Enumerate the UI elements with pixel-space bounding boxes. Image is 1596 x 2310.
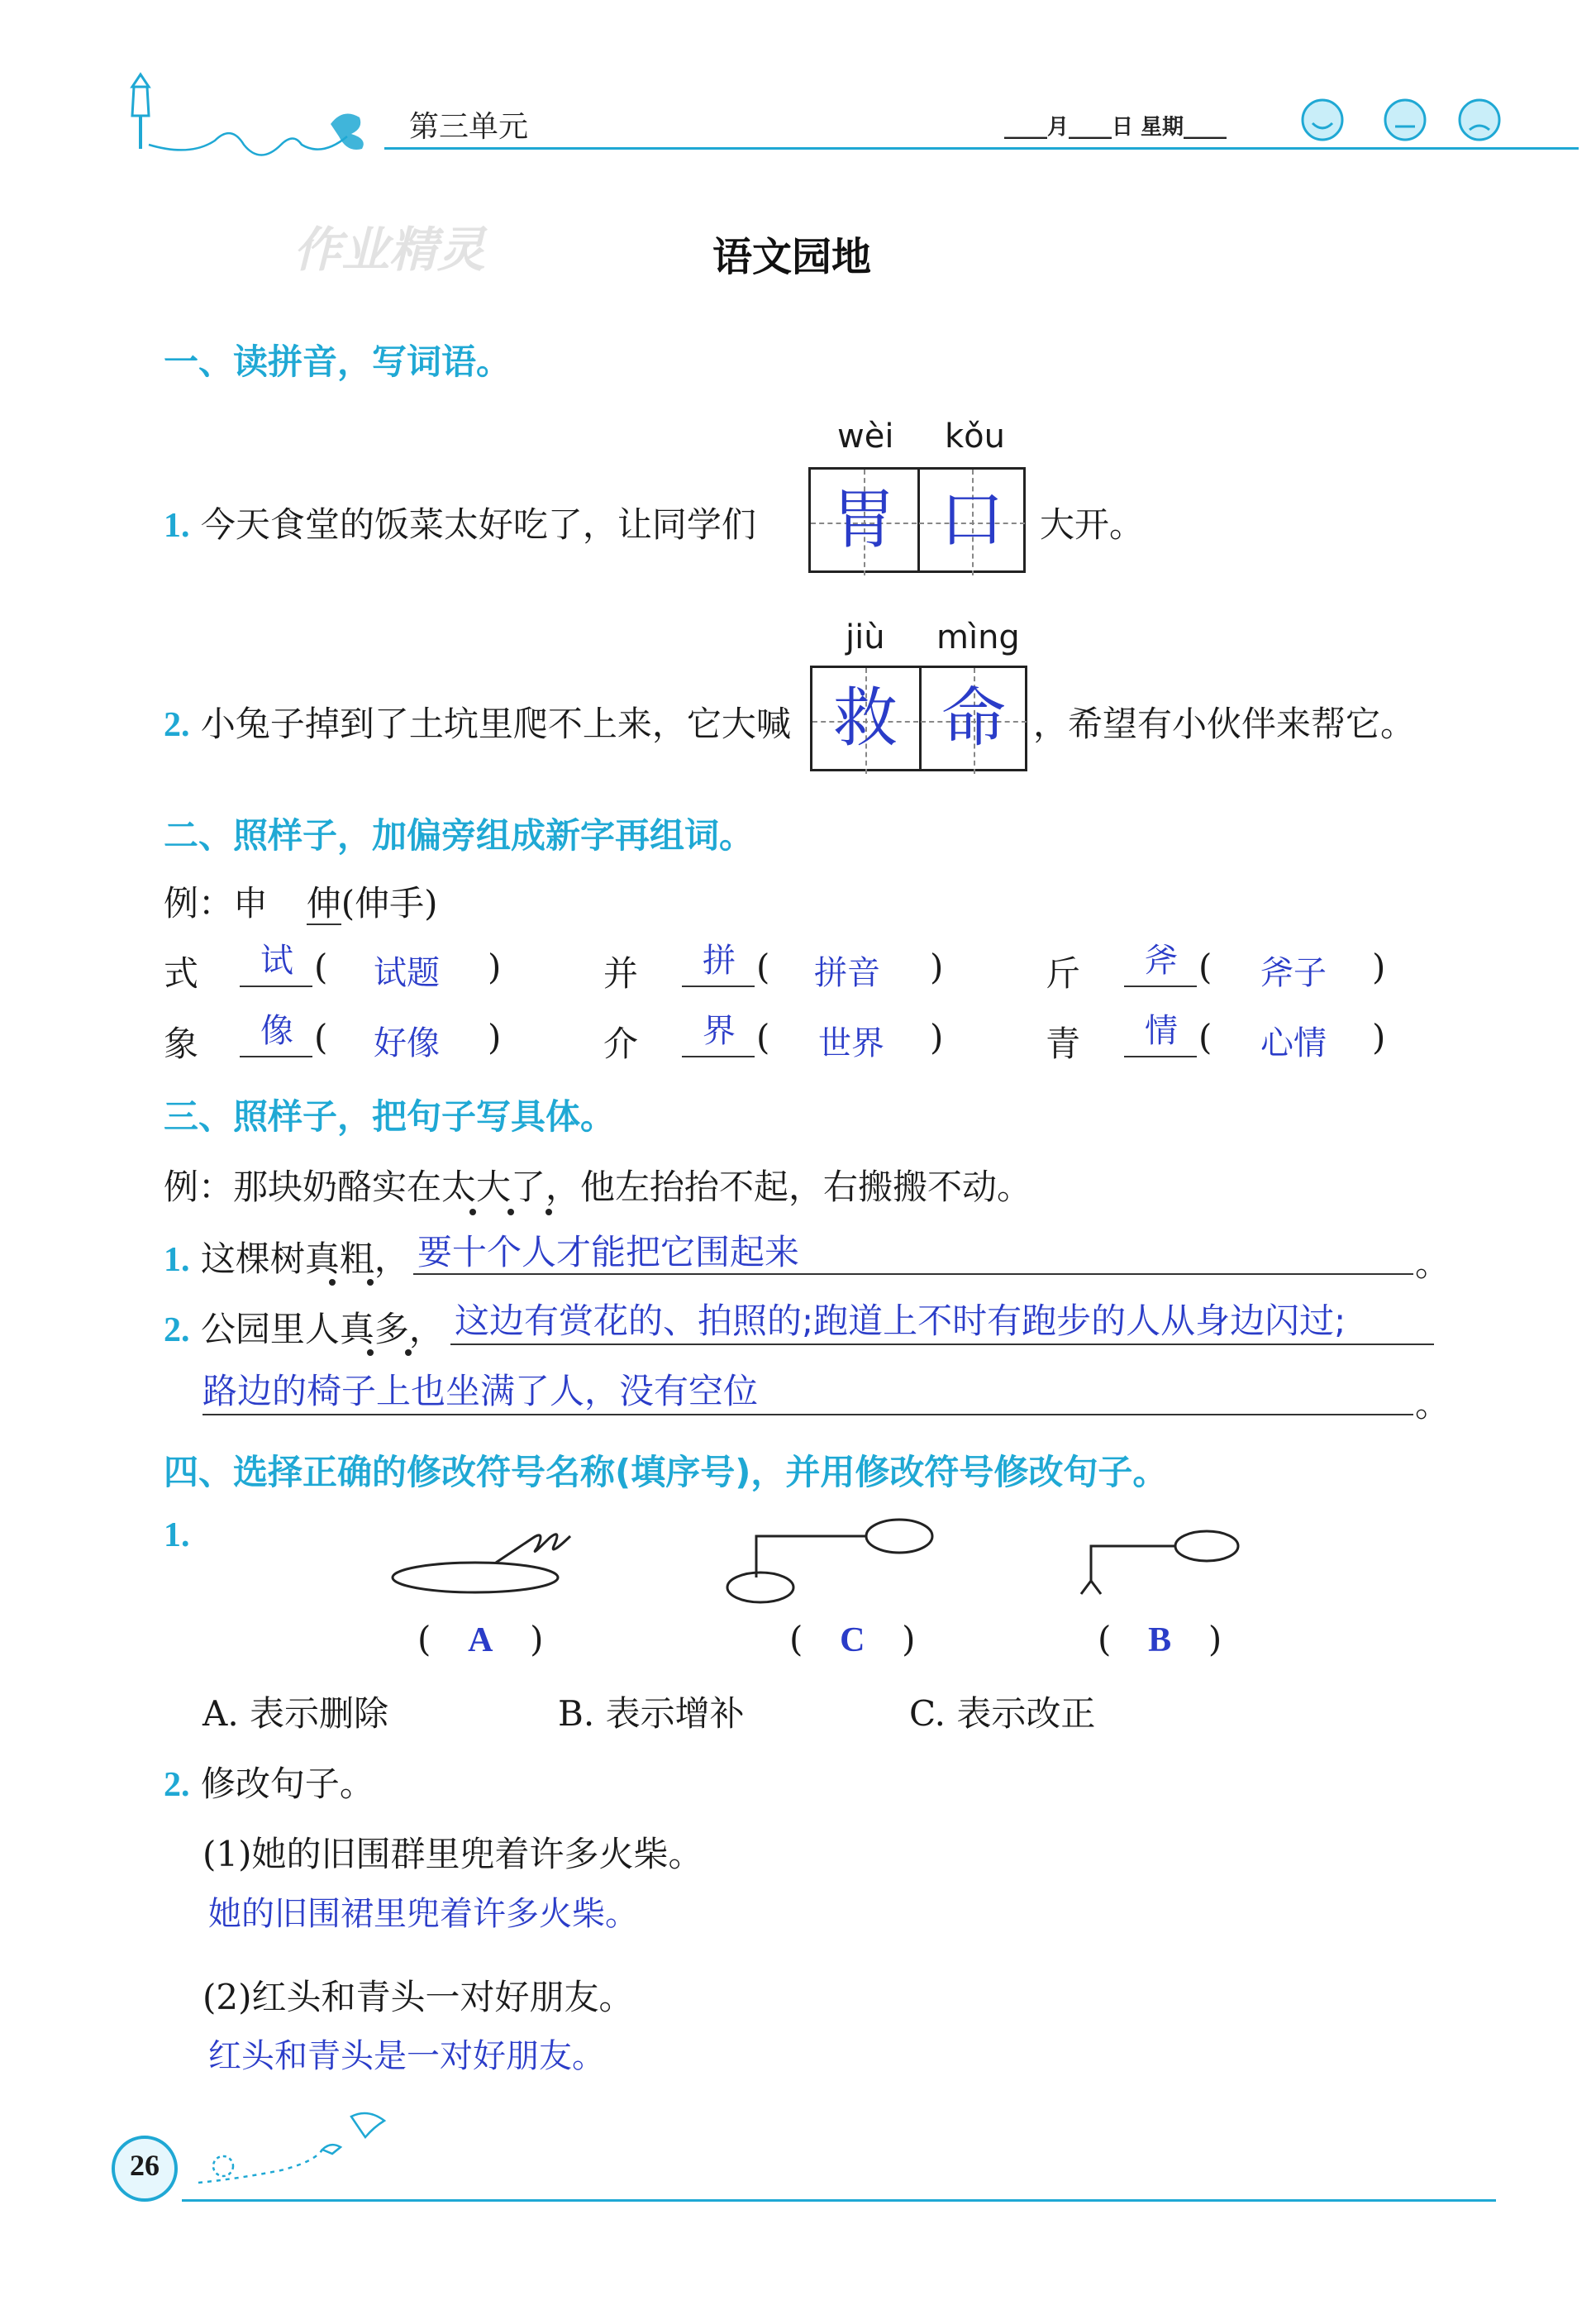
answer-text-line-2: 路边的椅子上也坐满了人，没有空位 [202,1371,759,1411]
base-char: 象 [164,1024,199,1064]
new-word: 世界 [818,1024,884,1062]
new-char: 试 [260,942,293,980]
sad-face-icon [1460,100,1499,140]
sentence-1-fixed: 她的旧围裙里兜着许多火柴。 [208,1895,638,1933]
base-char: 介 [603,1024,639,1064]
lamp-butterfly-icon [116,66,397,165]
tianzige-box-1 [808,467,1026,573]
question-number: 2. [164,1766,190,1804]
new-char: 情 [1145,1012,1178,1050]
pinyin-ming: mìng [936,618,1020,656]
bird-trail-icon [190,2104,405,2195]
answer-text: 要十个人才能把它围起来 [417,1232,800,1272]
new-word: 好像 [374,1024,440,1062]
footer-rule [182,2199,1496,2202]
answer-char-wei: 胃 [831,483,896,557]
smile-face-icon [1303,100,1342,140]
answer-char-kou: 口 [939,483,1004,557]
question-text: 修改句子。 [200,1764,374,1804]
new-char: 界 [703,1012,736,1050]
new-char: 像 [260,1012,293,1050]
pinyin-kou: kǒu [945,418,1005,456]
question-number: 2. [164,1311,190,1349]
page-number: 26 [130,2149,160,2182]
question-text: 今天食堂的饭菜太好吃了，让同学们 [200,504,756,545]
question-number: 1. [164,1241,190,1279]
option-a: A. 表示删除 [202,1693,389,1734]
option-b: B. 表示增补 [558,1693,745,1734]
answer-paren-2: ( C ) [789,1619,916,1659]
pinyin-wei: wèi [837,418,894,456]
question-number: 1. [164,507,190,545]
answer-paren-1: ( A ) [417,1619,544,1659]
question-text-after: ，希望有小伙伴来帮它。 [1033,704,1416,744]
new-word: 斧子 [1260,954,1327,992]
option-c: C. 表示改正 [909,1693,1096,1734]
sentence-2-fixed: 红头和青头是一对好朋友。 [208,2037,605,2075]
pinyin-jiu: jiù [846,618,885,656]
section-4-heading: 四、选择正确的修改符号名称(填序号)，并用修改符号修改句子。 [164,1452,1168,1492]
section-3-heading: 三、照样子，把句子写具体。 [164,1096,616,1137]
answer-char-ming: 命 [941,681,1006,756]
page-title: 语文园地 [712,234,872,280]
section-2-heading: 二、照样子，加偏旁组成新字再组词。 [164,815,755,856]
tianzige-box-2 [810,666,1027,771]
header-rule [384,147,1579,150]
question-text: 这棵树真粗， [200,1239,409,1279]
answer-text-line-1: 这边有赏花的、拍照的;跑道上不时有跑步的人从身边闪过; [455,1301,1346,1341]
sentence-2-original: (2)红头和青头一对好朋友。 [202,1977,634,2017]
section-1-heading: 一、读拼音，写词语。 [164,341,512,382]
base-char: 青 [1046,1024,1081,1064]
answer-char-jiu: 救 [832,681,898,756]
new-word: 拼音 [814,954,880,992]
example-line: 例：申 伸(伸手) [164,883,438,924]
new-word: 心情 [1260,1024,1327,1062]
date-line: ____月____日 星期____ [1004,115,1227,140]
insert-mark-icon [1074,1521,1240,1596]
unit-label: 第三单元 [409,110,529,144]
watermark: 作业精灵 [293,222,486,278]
delete-mark-icon [388,1513,587,1596]
face-icons [1298,95,1513,145]
new-char: 拼 [703,942,736,980]
answer-paren-3: ( B ) [1098,1619,1222,1659]
correct-mark-icon [719,1513,942,1604]
question-number: 2. [164,706,190,744]
new-word: 试题 [374,954,440,992]
question-text: 公园里人真多， [200,1309,444,1349]
base-char: 并 [603,953,639,994]
new-char: 斧 [1145,942,1178,980]
question-text: 小兔子掉到了土坑里爬不上来，它大喊 [200,704,791,744]
base-char: 斤 [1046,953,1081,994]
question-number: 1. [164,1516,190,1554]
sentence-1-original: (1)她的旧围群里兜着许多火柴。 [202,1834,703,1874]
neutral-face-icon [1385,100,1425,140]
example-sentence: 例：那块奶酪实在太大了，他左抬抬不起，右搬搬不动。 [164,1167,1032,1207]
base-char: 式 [164,953,199,994]
question-text-after: 大开。 [1040,504,1145,545]
